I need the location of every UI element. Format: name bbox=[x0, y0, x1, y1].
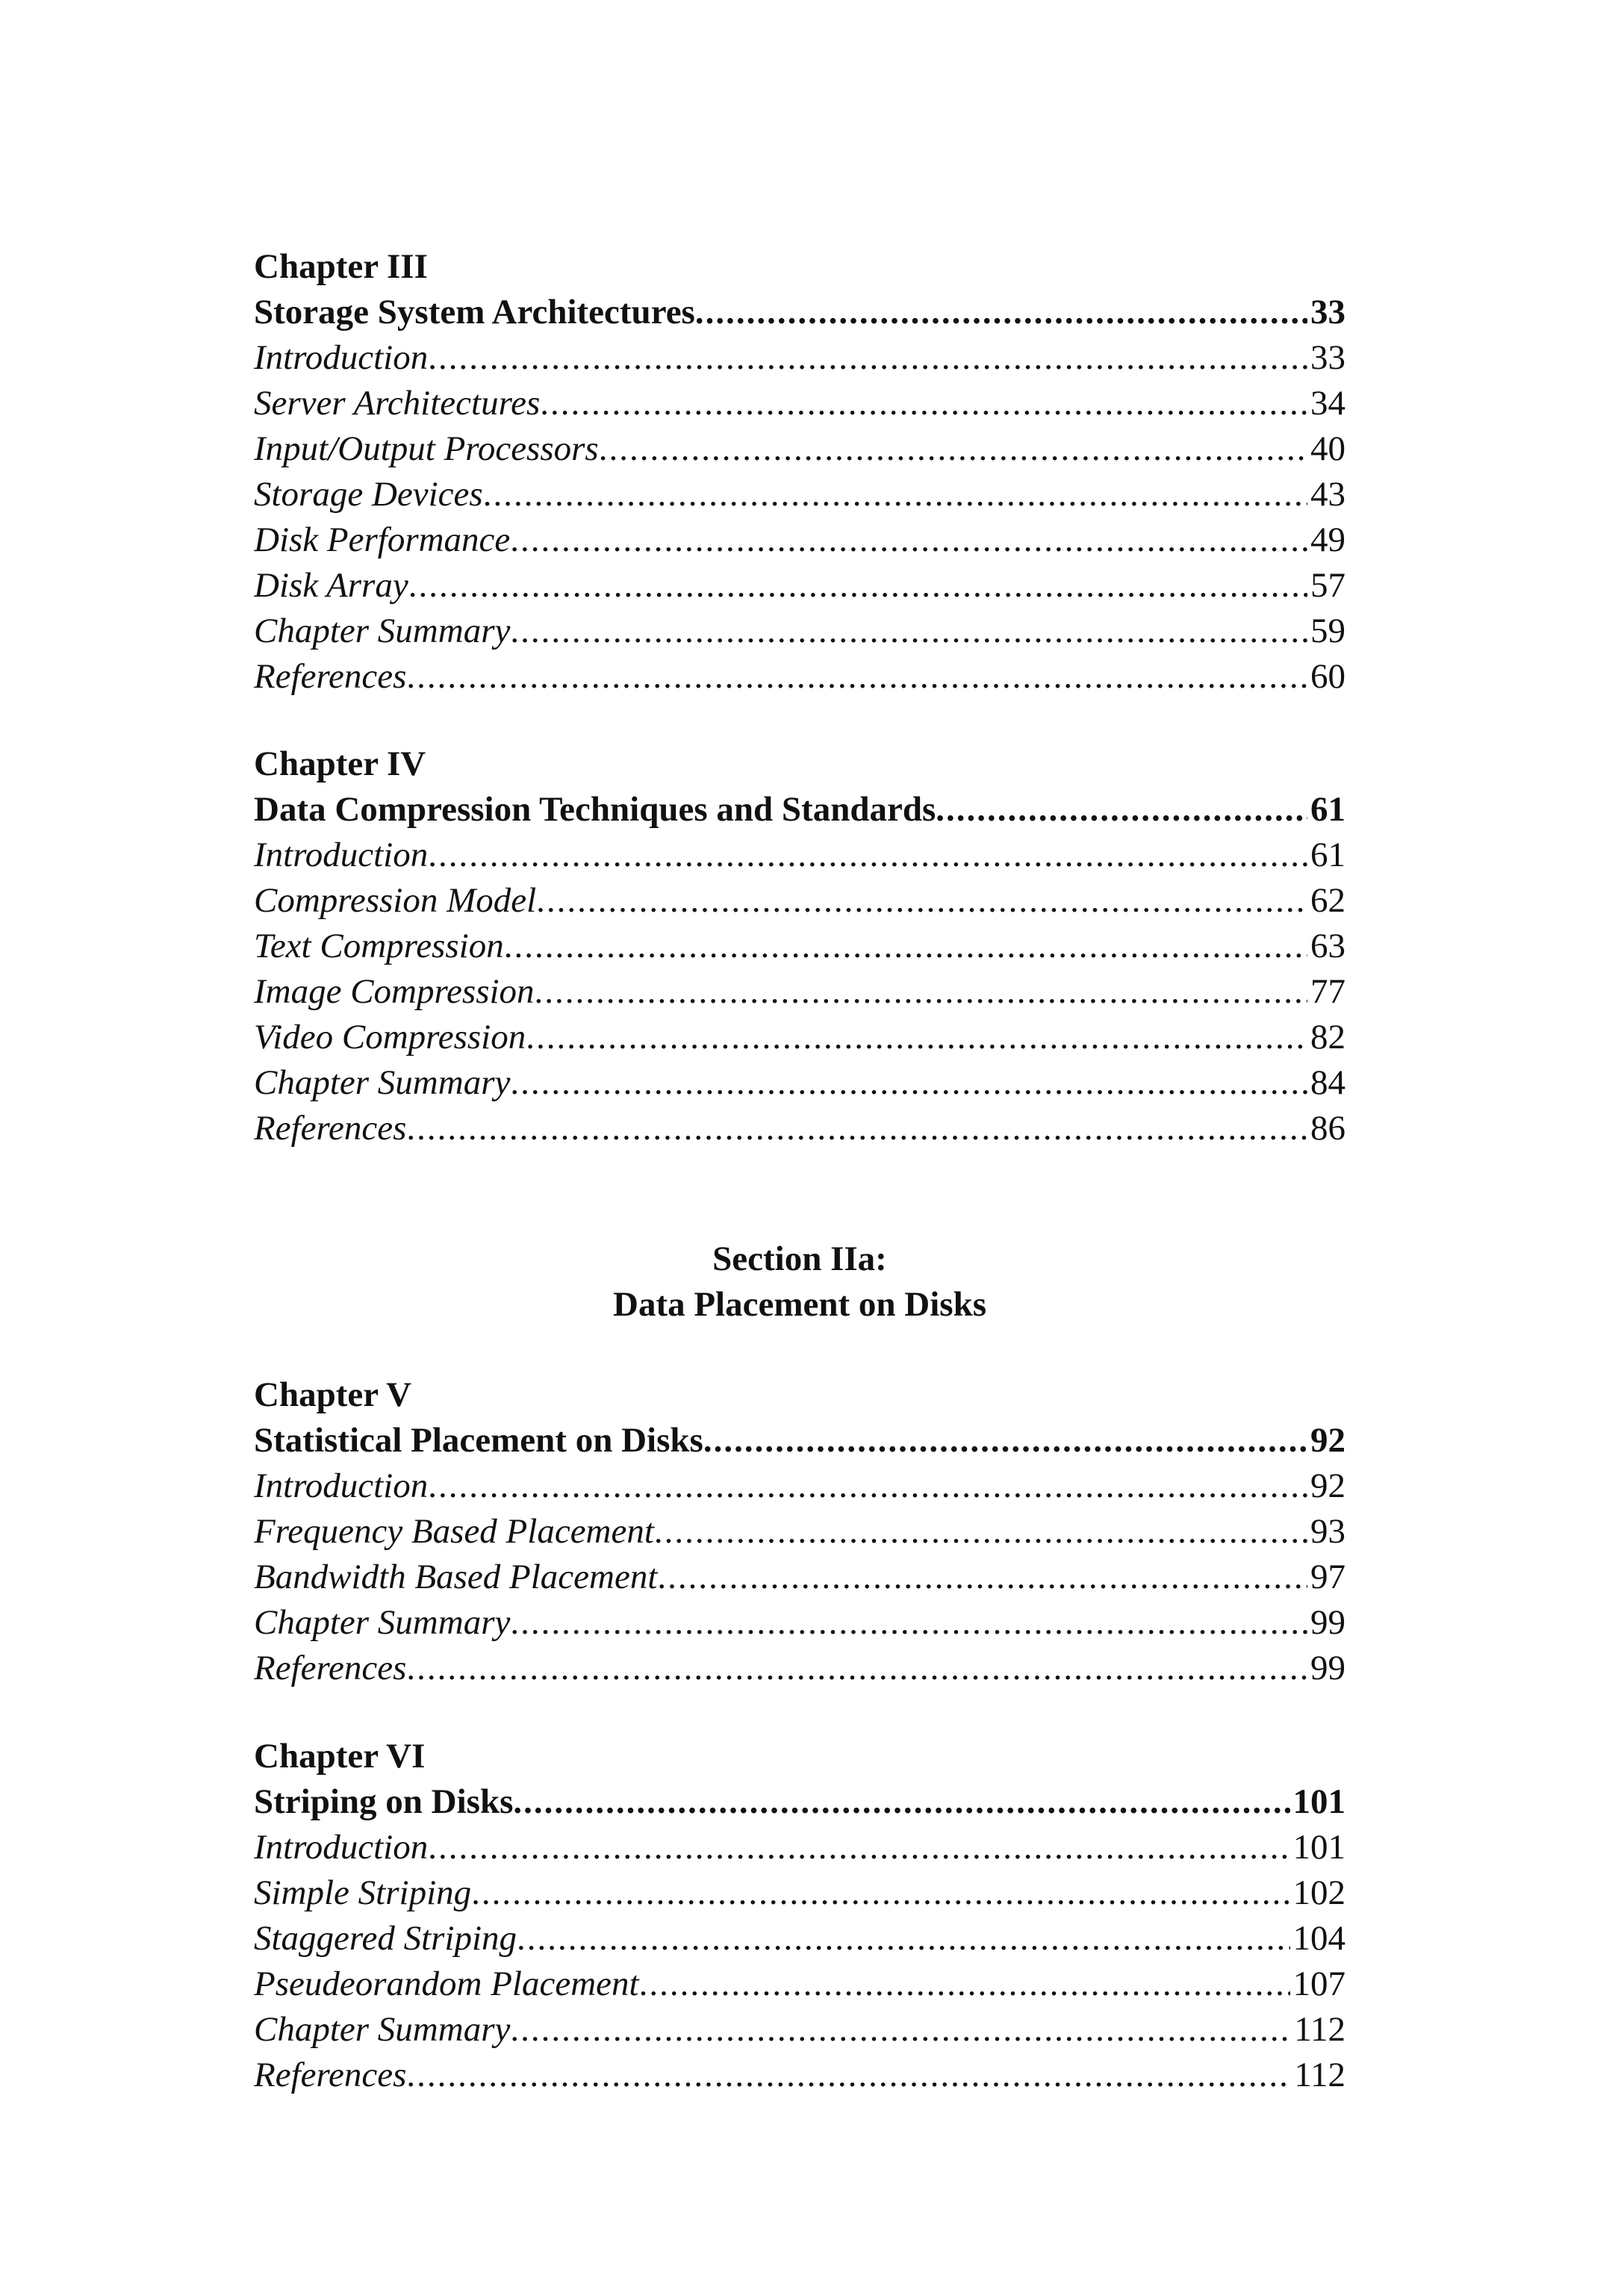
page-number: 86 bbox=[1310, 1109, 1345, 1148]
chapter-block bbox=[254, 1372, 1345, 1691]
page-number: 84 bbox=[1310, 1063, 1345, 1102]
toc-entry[interactable] bbox=[254, 1060, 1345, 1106]
dot-leader bbox=[428, 1463, 1307, 1509]
chapter-title: Statistical Placement on Disks bbox=[254, 1421, 703, 1460]
dot-leader bbox=[471, 1870, 1289, 1916]
toc-entry[interactable] bbox=[254, 1600, 1345, 1646]
chapter-title-row[interactable] bbox=[254, 290, 1345, 335]
page-number: 107 bbox=[1292, 1964, 1345, 2003]
page-number: 34 bbox=[1310, 384, 1345, 423]
dot-leader bbox=[510, 2007, 1291, 2053]
page-number: 63 bbox=[1310, 927, 1345, 965]
dot-leader bbox=[526, 1015, 1307, 1060]
page-number: 61 bbox=[1310, 836, 1345, 874]
toc-entry[interactable] bbox=[254, 335, 1345, 381]
page-number: 82 bbox=[1310, 1018, 1345, 1057]
page-number: 57 bbox=[1310, 566, 1345, 605]
toc-entry[interactable] bbox=[254, 1916, 1345, 1961]
chapter-label: Chapter VI bbox=[254, 1737, 426, 1776]
entry-title: Chapter Summary bbox=[254, 1063, 511, 1102]
chapter-title: Data Compression Techniques and Standards bbox=[254, 790, 936, 829]
dot-leader bbox=[408, 563, 1307, 609]
dot-leader bbox=[517, 1916, 1289, 1961]
dot-leader bbox=[428, 335, 1307, 381]
entry-title: Introduction bbox=[254, 836, 429, 874]
entry-title: Chapter Summary bbox=[254, 612, 511, 650]
toc-entry[interactable] bbox=[254, 1555, 1345, 1600]
dot-leader bbox=[695, 290, 1307, 335]
dot-leader bbox=[936, 787, 1307, 833]
entry-title: Introduction bbox=[254, 1828, 429, 1867]
toc-entry[interactable] bbox=[254, 563, 1345, 609]
section-heading-line1: Section IIa: bbox=[712, 1239, 887, 1278]
dot-leader bbox=[639, 1961, 1290, 2007]
page-number: 112 bbox=[1294, 2010, 1345, 2049]
page-number: 112 bbox=[1294, 2056, 1345, 2094]
page-number: 97 bbox=[1310, 1558, 1345, 1596]
page-number: 104 bbox=[1292, 1919, 1345, 1958]
dot-leader bbox=[406, 1646, 1307, 1691]
entry-title: Disk Array bbox=[254, 566, 408, 605]
entry-title: Introduction bbox=[254, 1466, 429, 1505]
chapter-title: Storage System Architectures bbox=[254, 293, 695, 332]
page-number: 102 bbox=[1292, 1873, 1345, 1912]
entry-title: Storage Devices bbox=[254, 475, 483, 514]
page-number: 101 bbox=[1292, 1782, 1345, 1821]
toc-entry[interactable] bbox=[254, 654, 1345, 700]
dot-leader bbox=[510, 517, 1307, 563]
dot-leader bbox=[513, 1779, 1289, 1825]
dot-leader bbox=[504, 924, 1307, 969]
entry-title: Pseudeorandom Placement bbox=[254, 1964, 639, 2003]
entry-title: References bbox=[254, 1109, 407, 1148]
page-number: 61 bbox=[1310, 790, 1345, 829]
entry-title: Video Compression bbox=[254, 1018, 526, 1057]
chapter-label: Chapter V bbox=[254, 1375, 412, 1414]
toc-entry[interactable] bbox=[254, 969, 1345, 1015]
page-number: 62 bbox=[1310, 881, 1345, 920]
page-number: 49 bbox=[1310, 520, 1345, 559]
page-number: 43 bbox=[1310, 475, 1345, 514]
page-number: 77 bbox=[1310, 972, 1345, 1011]
toc-entry[interactable] bbox=[254, 1509, 1345, 1555]
page-number: 93 bbox=[1310, 1512, 1345, 1551]
toc-entry[interactable] bbox=[254, 833, 1345, 878]
entry-title: References bbox=[254, 657, 407, 696]
page-number: 92 bbox=[1310, 1466, 1345, 1505]
toc-entry[interactable] bbox=[254, 1015, 1345, 1060]
section-heading-line2: Data Placement on Disks bbox=[613, 1285, 986, 1324]
page-number: 33 bbox=[1310, 293, 1345, 332]
entry-title: Simple Striping bbox=[254, 1873, 472, 1912]
chapter-title-row[interactable] bbox=[254, 1779, 1345, 1825]
toc-entry[interactable] bbox=[254, 1961, 1345, 2007]
toc-entry[interactable] bbox=[254, 1463, 1345, 1509]
chapter-title-row[interactable] bbox=[254, 787, 1345, 833]
page-number: 60 bbox=[1310, 657, 1345, 696]
toc-entry[interactable] bbox=[254, 1106, 1345, 1151]
chapter-label: Chapter IV bbox=[254, 744, 426, 783]
entry-title: References bbox=[254, 1649, 407, 1687]
toc-entry[interactable] bbox=[254, 924, 1345, 969]
entry-title: Text Compression bbox=[254, 927, 504, 965]
entry-title: Bandwidth Based Placement bbox=[254, 1558, 658, 1596]
dot-leader bbox=[406, 1106, 1307, 1151]
dot-leader bbox=[428, 1825, 1289, 1870]
page-number: 40 bbox=[1310, 429, 1345, 468]
chapter-title-row[interactable] bbox=[254, 1418, 1345, 1463]
dot-leader bbox=[599, 426, 1307, 472]
page-number: 92 bbox=[1310, 1421, 1345, 1460]
toc-entry[interactable] bbox=[254, 381, 1345, 426]
chapter-block bbox=[254, 244, 1345, 700]
dot-leader bbox=[510, 1060, 1307, 1106]
entry-title: Server Architectures bbox=[254, 384, 541, 423]
page-number: 101 bbox=[1292, 1828, 1345, 1867]
dot-leader bbox=[428, 833, 1307, 878]
dot-leader bbox=[654, 1509, 1307, 1555]
dot-leader bbox=[540, 381, 1307, 426]
toc-entry[interactable] bbox=[254, 2053, 1345, 2098]
chapter-label: Chapter III bbox=[254, 247, 428, 286]
chapter-title: Striping on Disks bbox=[254, 1782, 514, 1821]
entry-title: Compression Model bbox=[254, 881, 537, 920]
dot-leader bbox=[483, 472, 1307, 517]
chapter-block bbox=[254, 741, 1345, 1151]
toc-entry[interactable] bbox=[254, 2007, 1345, 2053]
entry-title: Frequency Based Placement bbox=[254, 1512, 654, 1551]
toc-entry[interactable] bbox=[254, 878, 1345, 924]
dot-leader bbox=[406, 654, 1307, 700]
dot-leader bbox=[406, 2053, 1291, 2098]
page-number: 59 bbox=[1310, 612, 1345, 650]
page-number: 99 bbox=[1310, 1649, 1345, 1687]
entry-title: References bbox=[254, 2056, 407, 2094]
toc-entry[interactable] bbox=[254, 472, 1345, 517]
dot-leader bbox=[535, 969, 1307, 1015]
entry-title: Chapter Summary bbox=[254, 1603, 511, 1642]
entry-title: Input/Output Processors bbox=[254, 429, 599, 468]
dot-leader bbox=[510, 609, 1307, 654]
toc-entry[interactable] bbox=[254, 609, 1345, 654]
page-number: 99 bbox=[1310, 1603, 1345, 1642]
entry-title: Introduction bbox=[254, 338, 429, 377]
toc-entry[interactable] bbox=[254, 517, 1345, 563]
dot-leader bbox=[703, 1418, 1307, 1463]
entry-title: Disk Performance bbox=[254, 520, 511, 559]
dot-leader bbox=[657, 1555, 1307, 1600]
toc-entry[interactable] bbox=[254, 426, 1345, 472]
chapter-block bbox=[254, 1734, 1345, 2098]
entry-title: Staggered Striping bbox=[254, 1919, 517, 1958]
toc-entry[interactable] bbox=[254, 1870, 1345, 1916]
page-number: 33 bbox=[1310, 338, 1345, 377]
dot-leader bbox=[510, 1600, 1307, 1646]
dot-leader bbox=[536, 878, 1307, 924]
toc-entry[interactable] bbox=[254, 1825, 1345, 1870]
entry-title: Chapter Summary bbox=[254, 2010, 511, 2049]
entry-title: Image Compression bbox=[254, 972, 535, 1011]
toc-entry[interactable] bbox=[254, 1646, 1345, 1691]
